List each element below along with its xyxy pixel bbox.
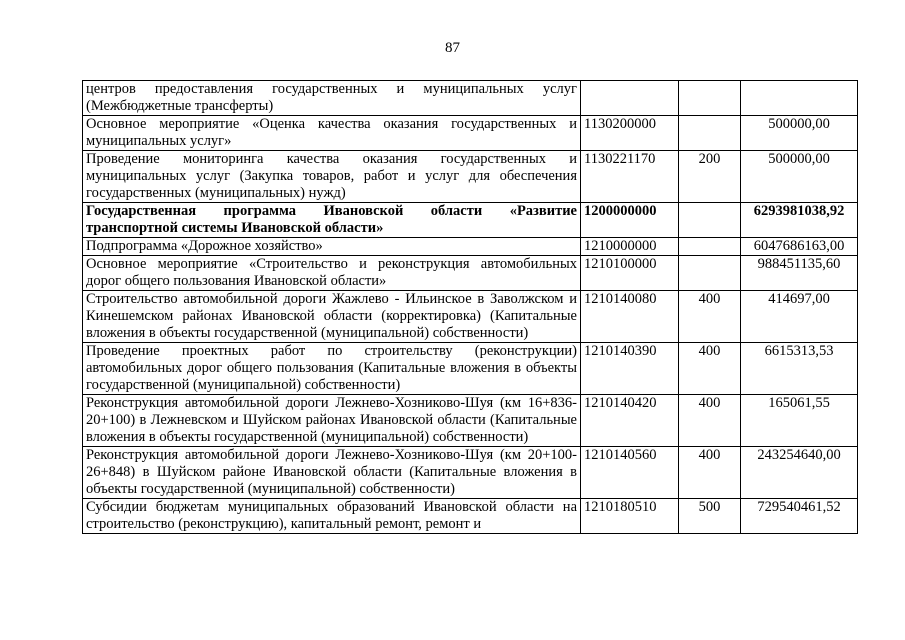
row-code: 1210140560	[581, 447, 679, 499]
row-amount: 500000,00	[741, 151, 858, 203]
row-expense-type	[679, 116, 741, 151]
row-code: 1200000000	[581, 203, 679, 238]
table-row	[83, 447, 858, 499]
row-code: 1130221170	[581, 151, 679, 203]
table-row	[83, 256, 858, 291]
row-name: Проведение мониторинга качества оказания государственных и муниципальных услуг (Закупка товаров, работ и услуг для обеспечения государственных (муниципальных) нужд)	[83, 151, 581, 203]
row-amount: 988451135,60	[741, 256, 858, 291]
row-name: Реконструкция автомобильной дороги Лежнево-Хозниково-Шуя (км 16+836-20+100) в Лежневском и Шуйском районах Ивановской области (Капитальные вложения в объекты государственной (муниципальной) собственности)	[83, 395, 581, 447]
row-amount: 6047686163,00	[741, 238, 858, 256]
row-code: 1210140420	[581, 395, 679, 447]
row-name: Основное мероприятие «Строительство и реконструкция автомобильных дорог общего пользования Ивановской области»	[83, 256, 581, 291]
row-expense-type	[679, 238, 741, 256]
row-amount: 729540461,52	[741, 499, 858, 534]
row-amount: 6615313,53	[741, 343, 858, 395]
row-amount: 414697,00	[741, 291, 858, 343]
table-row	[83, 81, 858, 116]
row-code: 1210180510	[581, 499, 679, 534]
table-row	[83, 395, 858, 447]
page-number: 87	[445, 40, 460, 56]
row-name: Субсидии бюджетам муниципальных образований Ивановской области на строительство (реконструкцию), капитальный ремонт, ремонт и	[83, 499, 581, 534]
row-name: Государственная программа Ивановской области «Развитие транспортной системы Ивановской области»	[83, 203, 581, 238]
row-amount: 243254640,00	[741, 447, 858, 499]
row-code: 1210140080	[581, 291, 679, 343]
row-expense-type	[679, 256, 741, 291]
table-row	[83, 238, 858, 256]
row-name: Строительство автомобильной дороги Жажлево - Ильинское в Заволжском и Кинешемском районах Ивановской области (корректировка) (Капитальные вложения в объекты государственной (муниципальной) собственности)	[83, 291, 581, 343]
row-expense-type: 200	[679, 151, 741, 203]
table-row	[83, 291, 858, 343]
row-amount: 165061,55	[741, 395, 858, 447]
row-amount	[741, 81, 858, 116]
row-code: 1130200000	[581, 116, 679, 151]
table-row	[83, 343, 858, 395]
row-expense-type: 400	[679, 343, 741, 395]
row-expense-type	[679, 81, 741, 116]
row-name: Проведение проектных работ по строительству (реконструкции) автомобильных дорог общего пользования (Капитальные вложения в объекты государственной (муниципальной) собственности)	[83, 343, 581, 395]
row-code: 1210140390	[581, 343, 679, 395]
budget-table	[82, 80, 858, 534]
row-expense-type: 500	[679, 499, 741, 534]
row-name: центров предоставления государственных и муниципальных услуг (Межбюджетные трансферты)	[83, 81, 581, 116]
row-name: Подпрограмма «Дорожное хозяйство»	[83, 238, 581, 256]
row-name: Основное мероприятие «Оценка качества оказания государственных и муниципальных услуг»	[83, 116, 581, 151]
row-expense-type: 400	[679, 291, 741, 343]
row-expense-type	[679, 203, 741, 238]
row-expense-type: 400	[679, 447, 741, 499]
row-name: Реконструкция автомобильной дороги Лежнево-Хозниково-Шуя (км 20+100-26+848) в Шуйском районе Ивановской области (Капитальные вложения в объекты государственной (муниципальной) собственности)	[83, 447, 581, 499]
table-row	[83, 151, 858, 203]
row-code: 1210000000	[581, 238, 679, 256]
row-code: 1210100000	[581, 256, 679, 291]
table-row	[83, 499, 858, 534]
table-row	[83, 203, 858, 238]
row-amount: 6293981038,92	[741, 203, 858, 238]
row-amount: 500000,00	[741, 116, 858, 151]
row-code	[581, 81, 679, 116]
table-row	[83, 116, 858, 151]
row-expense-type: 400	[679, 395, 741, 447]
